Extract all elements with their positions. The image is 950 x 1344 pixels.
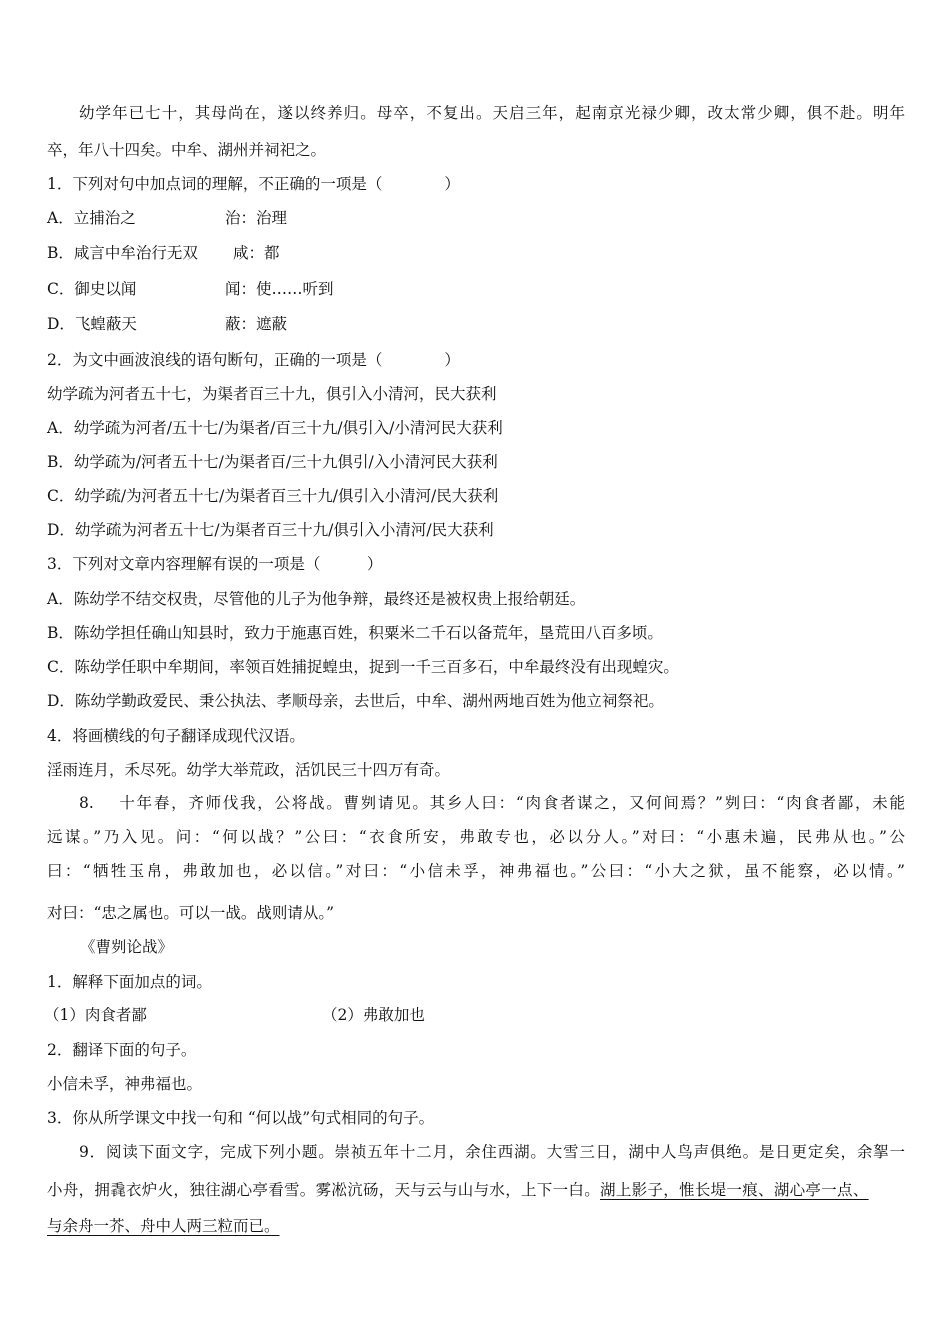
question-8-sub2-sentence: 小信未孚，神弗福也。 xyxy=(47,1075,203,1093)
question-1-stem: 1．下列对句中加点词的理解，不正确的一项是（ ） xyxy=(47,175,460,193)
underlined-sentence: 与余舟一芥、舟中人两三粒而已。 xyxy=(47,1217,280,1235)
option-label: D．飞蝗蔽天 xyxy=(47,315,137,333)
question-3-option-d: D．陈幼学勤政爱民、秉公执法、孝顺母亲，去世后，中牟、湖州两地百姓为他立祠祭祀。 xyxy=(47,692,664,710)
question-2-option-c: C．幼学疏/为河者五十七/为渠者百三十九/俱引入小清河/民大获利 xyxy=(47,487,499,505)
question-3-option-b: B．陈幼学担任确山知县时，致力于施惠百姓，积粟米二千石以备荒年，垦荒田八百多顷。 xyxy=(47,624,663,642)
option-gloss: 蔽：遮蔽 xyxy=(225,315,288,333)
question-2-option-d: D．幼学疏为河者五十七/为渠者百三十九/俱引入小清河/民大获利 xyxy=(47,521,494,539)
passage-9-line xyxy=(47,1178,869,1200)
passage-text: 小舟，拥毳衣炉火，独往湖心亭看雪。雾凇沆砀，天与云与山与水，上下一白。 xyxy=(47,1181,601,1199)
question-8-sub2: 2．翻译下面的句子。 xyxy=(47,1041,197,1059)
passage-line: 卒，年八十四矣。中牟、湖州并祠祀之。 xyxy=(47,141,327,159)
passage-8-line: 8. 十年春，齐师伐我，公将战。曹刿请见。其乡人曰：“肉食者谋之，又何间焉？”刿曰：“肉食者鄙，未能 xyxy=(79,794,905,812)
question-4-sentence: 淫雨连月，禾尽死。幼学大举荒政，活饥民三十四万有奇。 xyxy=(47,761,451,779)
question-1-option-a xyxy=(47,206,288,228)
question-2-option-a: A．幼学疏为河者/五十七/为渠者/百三十九/俱引入/小清河民大获利 xyxy=(47,419,503,437)
question-1-option-c xyxy=(47,277,334,299)
passage-8-line: 曰：“牺牲玉帛，弗敢加也，必以信。”对曰：“小信未孚，神弗福也。”公曰：“小大之狱，虽不能察，必以情。” xyxy=(47,862,905,880)
underlined-sentence: 湖上影子，惟长堤一痕、湖心亭一点、 xyxy=(600,1181,869,1199)
question-4-stem: 4．将画横线的句子翻译成现代汉语。 xyxy=(47,727,305,745)
question-8-sub1-item1: （1）肉食者鄙 xyxy=(44,1006,147,1024)
question-1-option-d xyxy=(47,312,288,334)
question-8-sub1: 1．解释下面加点的词。 xyxy=(47,973,212,991)
passage-8-line: 远谋。”乃入见。问：“何以战？”公曰：“衣食所安，弗敢专也，必以分人。”对曰：“小惠未遍，民弗从也。”公 xyxy=(47,828,905,846)
question-8-sub3: 3．你从所学课文中找一句和 “何以战”句式相同的句子。 xyxy=(47,1109,435,1127)
passage-9-line: 9．阅读下面文字，完成下列小题。崇祯五年十二月，余住西湖。大雪三日，湖中人鸟声俱绝。是日更定矣，余挐一 xyxy=(79,1143,905,1161)
question-3-option-a: A．陈幼学不结交权贵，尽管他的儿子为他争辩，最终还是被权贵上报给朝廷。 xyxy=(47,590,586,608)
question-1-option-b xyxy=(47,241,280,263)
option-label: A．立捕治之 xyxy=(47,209,136,227)
passage-line: 幼学年已七十，其母尚在，遂以终养归。母卒，不复出。天启三年，起南京光禄少卿，改太常少卿，俱不赴。明年 xyxy=(79,104,905,122)
option-gloss: 治：治理 xyxy=(225,209,288,227)
option-gloss: 咸：都 xyxy=(233,244,280,262)
question-8-sub1-item2: （2）弗敢加也 xyxy=(322,1006,425,1024)
question-2-sentence: 幼学疏为河者五十七，为渠者百三十九，俱引入小清河，民大获利 xyxy=(47,385,497,403)
passage-8-line: 对曰：“忠之属也。可以一战。战则请从。” xyxy=(47,904,335,922)
question-2-option-b: B．幼学疏为/河者五十七/为渠者百/三十九俱引/入小清河民大获利 xyxy=(47,453,498,471)
option-label: B．咸言中牟治行无双 xyxy=(47,244,198,262)
question-3-stem: 3．下列对文章内容理解有误的一项是（ ） xyxy=(47,555,383,573)
passage-8-source: 《曹刿论战》 xyxy=(80,938,174,956)
question-3-option-c: C．陈幼学任职中牟期间，率领百姓捕捉蝗虫，捉到一千三百多石，中牟最终没有出现蝗灾。 xyxy=(47,658,679,676)
question-2-stem: 2．为文中画波浪线的语句断句，正确的一项是（ ） xyxy=(47,351,460,369)
option-gloss: 闻：使……听到 xyxy=(225,280,334,298)
option-label: C．御史以闻 xyxy=(47,280,137,298)
